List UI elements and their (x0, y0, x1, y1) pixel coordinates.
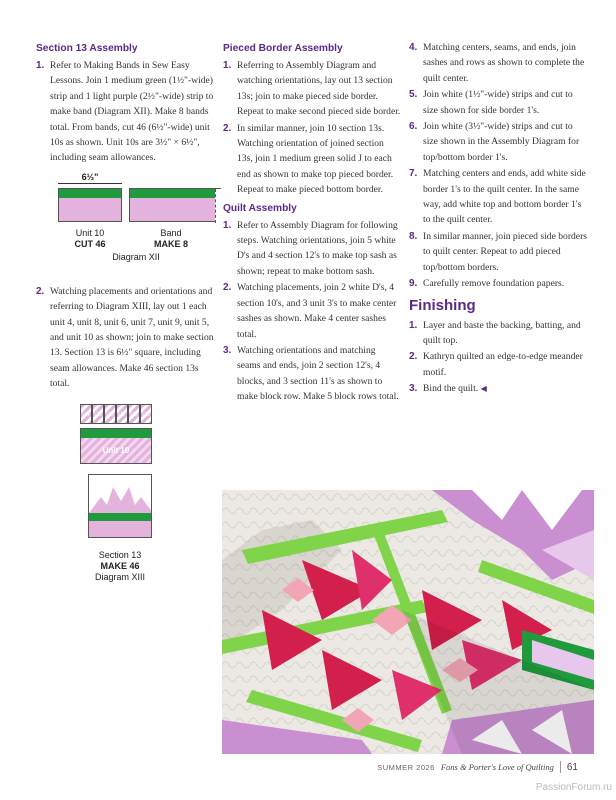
foundation-unit (128, 404, 140, 424)
band-sub: MAKE 8 (153, 238, 188, 249)
list-item (409, 119, 589, 165)
step-number: 7. (409, 168, 418, 180)
unit-4-label: U4 (82, 411, 90, 418)
unit-7-label: U7 (118, 411, 126, 418)
step-number: 1. (409, 319, 418, 331)
list-item (223, 121, 401, 198)
unit-8-label: U8 (94, 411, 102, 418)
unit-9-label: U9 (130, 411, 138, 418)
diagram-xii (36, 172, 214, 284)
step-text: Join white (3½"-wide) strips and cut to size shown in the Assembly Diagram for top/bottom border 1's. (423, 121, 580, 163)
diagram-xiii-caption: Diagram XIII (94, 571, 145, 582)
foundation-unit (116, 404, 128, 424)
step-number: 2. (223, 122, 232, 134)
unit-5-label: U5 (142, 411, 150, 418)
step-number: 1. (223, 60, 232, 71)
end-mark-icon: ◀ (480, 384, 487, 394)
band-label: Band (160, 227, 182, 238)
band-diagram (129, 188, 221, 222)
foundation-unit (92, 404, 104, 424)
column-3 (409, 40, 589, 398)
quilt-photo (222, 490, 594, 754)
unit-10-caption (58, 228, 122, 250)
step-text: Layer and baste the backing, batting, and quilt top. (423, 319, 581, 346)
section-13-sub: MAKE 46 (100, 560, 140, 571)
list-item (409, 381, 589, 396)
diagram-xiii (36, 404, 214, 622)
page-number: 61 (566, 761, 578, 773)
quilt-assembly-steps (223, 218, 401, 405)
section-13-steps-cont (36, 284, 214, 392)
step-text: Referring to Assembly Diagram and watching orientations, lay out 13 section 13s; join to make pieced side border. Repeat to make second pieced side border. (237, 60, 401, 118)
quilt-assembly-steps-cont (409, 40, 589, 292)
step-number: 3. (409, 383, 418, 395)
step-text: Join white (1½"-wide) strips and cut to size shown for side border 1's. (423, 89, 573, 116)
column-1 (36, 42, 214, 622)
list-item (409, 349, 589, 380)
list-item (223, 218, 401, 280)
step-number: 6. (409, 121, 418, 133)
list-item (223, 280, 401, 342)
step-number: 3. (223, 344, 232, 356)
dimension-label: 6½" (81, 171, 99, 182)
watermark: PassionForum.ru (535, 782, 612, 793)
pieced-border-heading: Pieced Border Assembly (223, 43, 343, 54)
list-item (409, 166, 589, 228)
step-text: Watching placements, join 2 white D's, 4 section 10's, and 3 unit 3's to make center sashes as shown. Make 4 center sashes total. (237, 282, 397, 340)
quilt-photo-art (222, 490, 594, 754)
foundation-unit (80, 404, 92, 424)
diagram-xii-caption: Diagram XII (112, 251, 160, 262)
quilt-assembly-heading: Quilt Assembly (223, 202, 297, 214)
foundation-unit (104, 404, 116, 424)
unit-10-diagram (58, 188, 122, 222)
finishing-heading: Finishing (409, 296, 476, 314)
foundation-unit (140, 404, 152, 424)
pieced-border-steps (223, 58, 401, 198)
page-footer (377, 761, 578, 773)
list-item (409, 229, 589, 275)
list-item (223, 58, 401, 120)
step-text: Carefully remove foundation papers. (423, 278, 565, 290)
section-13-steps (36, 58, 214, 166)
section-13-heading: Section 13 Assembly (36, 43, 138, 54)
step-text: Kathryn quilted an edge-to-edge meander motif. (423, 351, 583, 378)
list-item (223, 343, 401, 405)
footer-divider (560, 761, 561, 773)
step-text: Matching centers, seams, and ends, join sashes and rows as shown to complete the quilt center. (423, 42, 585, 84)
step-number: 9. (409, 278, 418, 290)
section-13-block (88, 474, 152, 538)
unit-10-sub: CUT 46 (74, 238, 106, 249)
footer-magazine: Fons & Porter's Love of Quilting (440, 762, 554, 772)
column-2 (223, 42, 401, 406)
unit-10-label: Unit 10 (75, 227, 105, 238)
dimension-line (58, 183, 122, 184)
foundation-units-row (80, 404, 152, 424)
step-number: 5. (409, 89, 418, 101)
list-item (409, 87, 589, 118)
section-13-caption (76, 550, 164, 583)
list-item (409, 40, 589, 86)
unit-10-strip (80, 428, 152, 464)
step-number: 2. (223, 282, 232, 294)
band-caption (141, 228, 201, 250)
step-number: 2. (409, 351, 418, 363)
step-number: 1. (36, 60, 45, 71)
step-number: 8. (409, 230, 418, 242)
step-number: 1. (223, 219, 232, 231)
footer-season: SUMMER 2026 (377, 762, 435, 772)
step-number: 4. (409, 42, 418, 53)
list-item (36, 284, 214, 392)
section-13-art (89, 475, 152, 538)
step-text: Refer to Making Bands in Sew Easy Lessons. Join 1 medium green (1½"-wide) strip and 1 light purple (2½"-wide) strip to make band (Diagram XII). Make 8 bands total. From bands, cut 46 (6½"-wide) unit 10s as shown. Unit 10s are 3½" × 6½", including seam allowances. (50, 60, 214, 164)
step-text: Refer to Assembly Diagram for following steps. Watching orientations, join 5 white D's and 4 section 12's to make top sash as shown; repeat to make bottom sash. (237, 219, 398, 277)
unit-10-strip-label: Unit 10 (102, 445, 130, 455)
list-item (36, 58, 214, 166)
finishing-steps (409, 318, 589, 397)
step-text: Watching placements and orientations and referring to Diagram XIII, lay out 1 each unit 4, unit 8, unit 6, unit 7, unit 9, unit 5, and unit 10 as shown; join to make section 13. Section 13 is 6½" square, including seam allowances. Make 46 section 13s total. (50, 285, 214, 390)
step-text: Matching centers and ends, add white side border 1's to the quilt center. In the same way, add white top and bottom border 1's to the quilt center. (423, 168, 586, 226)
step-text: Bind the quilt. (423, 383, 479, 395)
section-13-label: Section 13 (98, 549, 142, 560)
list-item (409, 318, 589, 349)
step-text: In similar manner, join 10 section 13s. Watching orientation of joined section 13s, join 1 medium green solid J to each end as shown to make top pieced border. Repeat to make pieced bottom border. (237, 122, 394, 196)
step-number: 2. (36, 285, 45, 297)
step-text: In similar manner, join pieced side borders to quilt center. Repeat to add pieced top/bottom borders. (423, 230, 587, 273)
step-text: Watching orientations and matching seams and ends, join 2 section 12's, 4 blocks, and 3 section 11's as shown to make block row. Make 5 block rows total. (237, 344, 399, 403)
unit-6-label: U6 (106, 411, 114, 418)
list-item (409, 276, 589, 291)
